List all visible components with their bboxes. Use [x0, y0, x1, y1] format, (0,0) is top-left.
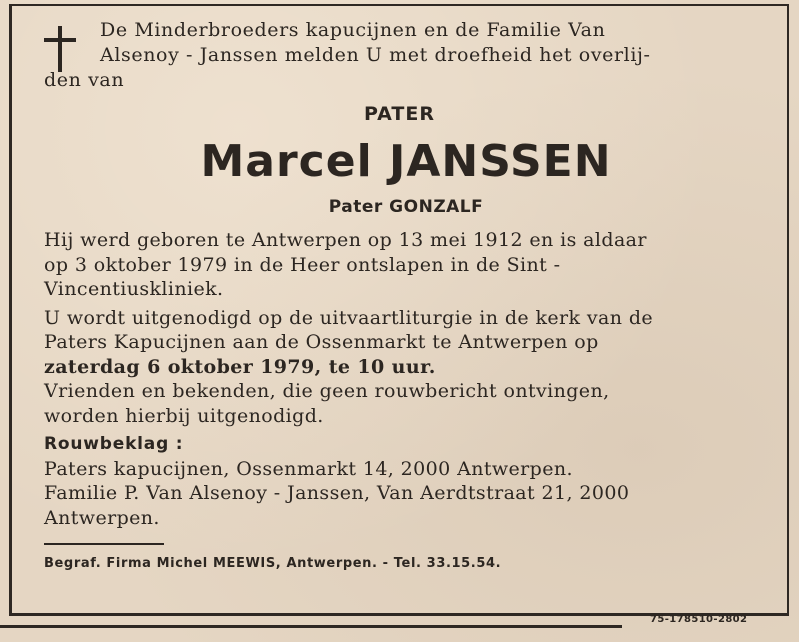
invitation-line: Vrienden en bekenden, die geen rouwbericht ontvingen, [44, 380, 610, 402]
funeral-home-credit: Begraf. Firma Michel MEEWIS, Antwerpen. - Tel. 33.15.54. [44, 556, 502, 571]
condolences-address: Paters kapucijnen, Ossenmarkt 14, 2000 Antwerpen. [44, 457, 573, 480]
condolences-address: Antwerpen. [44, 506, 160, 529]
reference-number: 75-178510-2802 [650, 614, 748, 625]
funeral-date-text: zaterdag 6 oktober 1979, te 10 uur. [44, 355, 436, 378]
title-label: PATER [364, 103, 435, 125]
condolences-address: Familie P. Van Alsenoy - Janssen, Van Aerdtstraat 21, 2000 [44, 482, 630, 504]
announcement-line: Vincentiuskliniek. [44, 278, 224, 300]
funeral-date [44, 355, 784, 380]
condolences-heading: Rouwbeklag : [44, 434, 184, 454]
intro-line-3: den van [44, 69, 125, 91]
invitation-line: Paters Kapucijnen aan de Ossenmarkt te Antwerpen op [44, 331, 599, 353]
divider [44, 543, 164, 545]
invitation-line: U wordt uitgenodigd op de uitvaartliturgie in de kerk van de [44, 306, 654, 329]
religious-name: Pater GONZALF [328, 197, 484, 217]
intro-line-2: Alsenoy - Janssen melden U met droefheid het overlij- [100, 44, 651, 66]
intro-paragraph [44, 18, 784, 93]
announcement-line: Hij werd geboren te Antwerpen op 13 mei 1912 en is aldaar [44, 229, 647, 251]
invitation-line: worden hierbij uitgenodigd. [44, 404, 324, 427]
deceased-name: Marcel JANSSEN [200, 136, 612, 187]
announcement-line: op 3 oktober 1979 in de Heer ontslapen in de Sint - [44, 253, 561, 276]
intro-line-1: De Minderbroeders kapucijnen en de Familie Van [100, 19, 606, 41]
bottom-rule [0, 625, 622, 628]
obituary-body [44, 228, 784, 530]
